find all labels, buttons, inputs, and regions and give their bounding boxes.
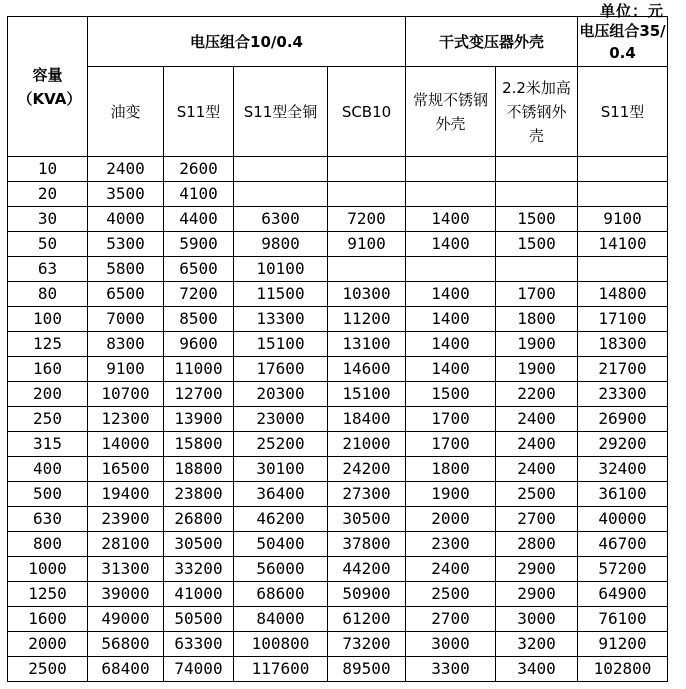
- price-cell: 2400: [496, 432, 578, 457]
- price-cell: 84000: [234, 607, 328, 632]
- capacity-cell: 250: [8, 407, 88, 432]
- capacity-cell: 100: [8, 307, 88, 332]
- price-cell: [328, 257, 406, 282]
- header-capacity: 容量（KVA）: [8, 17, 88, 157]
- price-cell: 13300: [234, 307, 328, 332]
- price-cell: 4100: [164, 182, 234, 207]
- price-cell: 31300: [88, 557, 164, 582]
- price-cell: [496, 182, 578, 207]
- price-cell: 1700: [496, 282, 578, 307]
- price-cell: 11500: [234, 282, 328, 307]
- price-cell: [328, 157, 406, 182]
- price-cell: 30500: [164, 532, 234, 557]
- price-cell: 10300: [328, 282, 406, 307]
- table-row: [8, 407, 668, 432]
- table-row: [8, 457, 668, 482]
- price-cell: 8500: [164, 307, 234, 332]
- price-cell: 50400: [234, 532, 328, 557]
- price-cell: 3300: [406, 657, 496, 682]
- subheader-s11-35: S11型: [578, 67, 668, 157]
- price-cell: 9600: [164, 332, 234, 357]
- header-dry-shell: 干式变压器外壳: [406, 17, 578, 67]
- price-cell: 102800: [578, 657, 668, 682]
- table-body: [8, 157, 668, 682]
- price-cell: 73200: [328, 632, 406, 657]
- table-row: [8, 607, 668, 632]
- price-table: [7, 16, 668, 682]
- capacity-cell: 50: [8, 232, 88, 257]
- table-row: [8, 257, 668, 282]
- price-cell: 23800: [164, 482, 234, 507]
- price-cell: 14600: [328, 357, 406, 382]
- subheader-scb10: SCB10: [328, 67, 406, 157]
- price-cell: 26900: [578, 407, 668, 432]
- price-cell: 9100: [578, 207, 668, 232]
- price-cell: 32400: [578, 457, 668, 482]
- table-row: [8, 182, 668, 207]
- price-cell: [406, 182, 496, 207]
- price-cell: 39000: [88, 582, 164, 607]
- price-cell: 23900: [88, 507, 164, 532]
- price-cell: 2600: [164, 157, 234, 182]
- price-cell: 6500: [164, 257, 234, 282]
- price-cell: 21700: [578, 357, 668, 382]
- price-cell: 12700: [164, 382, 234, 407]
- price-cell: 74000: [164, 657, 234, 682]
- price-cell: 3000: [496, 607, 578, 632]
- price-cell: 46700: [578, 532, 668, 557]
- price-cell: 56000: [234, 557, 328, 582]
- price-cell: 91200: [578, 632, 668, 657]
- price-cell: [496, 157, 578, 182]
- capacity-cell: 1000: [8, 557, 88, 582]
- price-cell: 6300: [234, 207, 328, 232]
- price-cell: 2400: [496, 457, 578, 482]
- subheader-raised-shell: 2.2米加高不锈钢外壳: [496, 67, 578, 157]
- table-row: [8, 532, 668, 557]
- price-cell: 11200: [328, 307, 406, 332]
- price-cell: 1400: [406, 232, 496, 257]
- table-row: [8, 207, 668, 232]
- price-cell: 1400: [406, 332, 496, 357]
- price-cell: 3200: [496, 632, 578, 657]
- price-cell: 30100: [234, 457, 328, 482]
- price-cell: 8300: [88, 332, 164, 357]
- price-cell: 2000: [406, 507, 496, 532]
- price-cell: 33200: [164, 557, 234, 582]
- capacity-cell: 30: [8, 207, 88, 232]
- price-cell: 6500: [88, 282, 164, 307]
- unit-label: 单位：元: [599, 2, 664, 20]
- price-cell: 14100: [578, 232, 668, 257]
- price-cell: 68400: [88, 657, 164, 682]
- price-cell: 16500: [88, 457, 164, 482]
- price-cell: 9100: [328, 232, 406, 257]
- price-cell: 19400: [88, 482, 164, 507]
- price-cell: 11000: [164, 357, 234, 382]
- price-cell: 1700: [406, 407, 496, 432]
- price-cell: 2800: [496, 532, 578, 557]
- price-cell: 14800: [578, 282, 668, 307]
- price-cell: 10100: [234, 257, 328, 282]
- price-cell: [406, 157, 496, 182]
- price-cell: 23300: [578, 382, 668, 407]
- capacity-cell: 2000: [8, 632, 88, 657]
- price-cell: 1800: [496, 307, 578, 332]
- price-cell: 20300: [234, 382, 328, 407]
- price-cell: 2400: [88, 157, 164, 182]
- price-cell: 44200: [328, 557, 406, 582]
- price-cell: 14000: [88, 432, 164, 457]
- price-cell: 2900: [496, 582, 578, 607]
- header-group-35-04: 电压组合35/0.4: [578, 17, 668, 67]
- price-cell: 1400: [406, 282, 496, 307]
- table-row: [8, 357, 668, 382]
- price-cell: 89500: [328, 657, 406, 682]
- price-cell: [234, 157, 328, 182]
- price-cell: 36100: [578, 482, 668, 507]
- price-cell: 7000: [88, 307, 164, 332]
- price-cell: 9100: [88, 357, 164, 382]
- price-cell: 4400: [164, 207, 234, 232]
- capacity-cell: 400: [8, 457, 88, 482]
- capacity-cell: 500: [8, 482, 88, 507]
- price-cell: 3000: [406, 632, 496, 657]
- table-row: [8, 382, 668, 407]
- price-cell: 5900: [164, 232, 234, 257]
- capacity-cell: 800: [8, 532, 88, 557]
- price-cell: 1500: [406, 382, 496, 407]
- price-cell: [578, 182, 668, 207]
- price-cell: 15800: [164, 432, 234, 457]
- price-cell: 13900: [164, 407, 234, 432]
- price-cell: 2400: [496, 407, 578, 432]
- price-cell: 100800: [234, 632, 328, 657]
- table-row: [8, 232, 668, 257]
- price-cell: 64900: [578, 582, 668, 607]
- price-cell: 3400: [496, 657, 578, 682]
- price-cell: 18300: [578, 332, 668, 357]
- subheader-s11-copper: S11型全铜: [234, 67, 328, 157]
- price-cell: 1400: [406, 357, 496, 382]
- price-cell: 46200: [234, 507, 328, 532]
- price-cell: 2700: [406, 607, 496, 632]
- price-cell: 56800: [88, 632, 164, 657]
- price-cell: 1700: [406, 432, 496, 457]
- price-cell: 29200: [578, 432, 668, 457]
- table-row: [8, 557, 668, 582]
- price-cell: 3500: [88, 182, 164, 207]
- price-cell: 2200: [496, 382, 578, 407]
- price-cell: 12300: [88, 407, 164, 432]
- price-cell: 61200: [328, 607, 406, 632]
- price-cell: 7200: [328, 207, 406, 232]
- price-cell: 4000: [88, 207, 164, 232]
- price-cell: [578, 257, 668, 282]
- table-row: [8, 282, 668, 307]
- price-cell: 63300: [164, 632, 234, 657]
- price-cell: 18400: [328, 407, 406, 432]
- price-cell: 1900: [406, 482, 496, 507]
- price-cell: [234, 182, 328, 207]
- price-cell: 10700: [88, 382, 164, 407]
- price-cell: 25200: [234, 432, 328, 457]
- capacity-cell: 125: [8, 332, 88, 357]
- price-cell: 2500: [496, 482, 578, 507]
- price-cell: 41000: [164, 582, 234, 607]
- price-cell: 68600: [234, 582, 328, 607]
- price-cell: [406, 257, 496, 282]
- capacity-cell: 200: [8, 382, 88, 407]
- capacity-cell: 1250: [8, 582, 88, 607]
- table-row: [8, 507, 668, 532]
- price-cell: 17100: [578, 307, 668, 332]
- price-cell: 36400: [234, 482, 328, 507]
- price-cell: 1500: [496, 207, 578, 232]
- price-cell: 2900: [496, 557, 578, 582]
- price-cell: 1800: [406, 457, 496, 482]
- price-cell: 2400: [406, 557, 496, 582]
- price-cell: [578, 157, 668, 182]
- capacity-cell: 63: [8, 257, 88, 282]
- table-row: [8, 332, 668, 357]
- subheader-stainless-shell: 常规不锈钢外壳: [406, 67, 496, 157]
- price-cell: 1900: [496, 357, 578, 382]
- capacity-cell: 630: [8, 507, 88, 532]
- price-cell: 7200: [164, 282, 234, 307]
- price-cell: 15100: [328, 382, 406, 407]
- capacity-cell: 315: [8, 432, 88, 457]
- table-row: [8, 307, 668, 332]
- table-row: [8, 632, 668, 657]
- price-cell: 2300: [406, 532, 496, 557]
- price-cell: 50500: [164, 607, 234, 632]
- table-row: [8, 482, 668, 507]
- capacity-cell: 160: [8, 357, 88, 382]
- price-cell: 13100: [328, 332, 406, 357]
- price-cell: 49000: [88, 607, 164, 632]
- price-cell: 24200: [328, 457, 406, 482]
- price-cell: 18800: [164, 457, 234, 482]
- price-cell: 57200: [578, 557, 668, 582]
- subheader-oil: 油变: [88, 67, 164, 157]
- price-cell: [328, 182, 406, 207]
- table-row: [8, 657, 668, 682]
- price-cell: [496, 257, 578, 282]
- table-row: [8, 432, 668, 457]
- capacity-cell: 10: [8, 157, 88, 182]
- table-row: [8, 582, 668, 607]
- price-cell: 27300: [328, 482, 406, 507]
- price-cell: 9800: [234, 232, 328, 257]
- table-row: [8, 157, 668, 182]
- price-cell: 37800: [328, 532, 406, 557]
- price-cell: 117600: [234, 657, 328, 682]
- price-cell: 28100: [88, 532, 164, 557]
- capacity-cell: 20: [8, 182, 88, 207]
- price-cell: 26800: [164, 507, 234, 532]
- price-cell: 50900: [328, 582, 406, 607]
- subheader-s11: S11型: [164, 67, 234, 157]
- header-group-10-04: 电压组合10/0.4: [88, 17, 406, 67]
- price-cell: 30500: [328, 507, 406, 532]
- price-cell: 1900: [496, 332, 578, 357]
- price-cell: 15100: [234, 332, 328, 357]
- price-cell: 17600: [234, 357, 328, 382]
- price-cell: 76100: [578, 607, 668, 632]
- price-cell: 1400: [406, 307, 496, 332]
- price-cell: 1500: [496, 232, 578, 257]
- price-cell: 5300: [88, 232, 164, 257]
- price-cell: 1400: [406, 207, 496, 232]
- price-cell: 40000: [578, 507, 668, 532]
- capacity-cell: 80: [8, 282, 88, 307]
- price-cell: 2700: [496, 507, 578, 532]
- price-cell: 21000: [328, 432, 406, 457]
- price-cell: 5800: [88, 257, 164, 282]
- capacity-cell: 2500: [8, 657, 88, 682]
- capacity-cell: 1600: [8, 607, 88, 632]
- price-cell: 2500: [406, 582, 496, 607]
- price-cell: 23000: [234, 407, 328, 432]
